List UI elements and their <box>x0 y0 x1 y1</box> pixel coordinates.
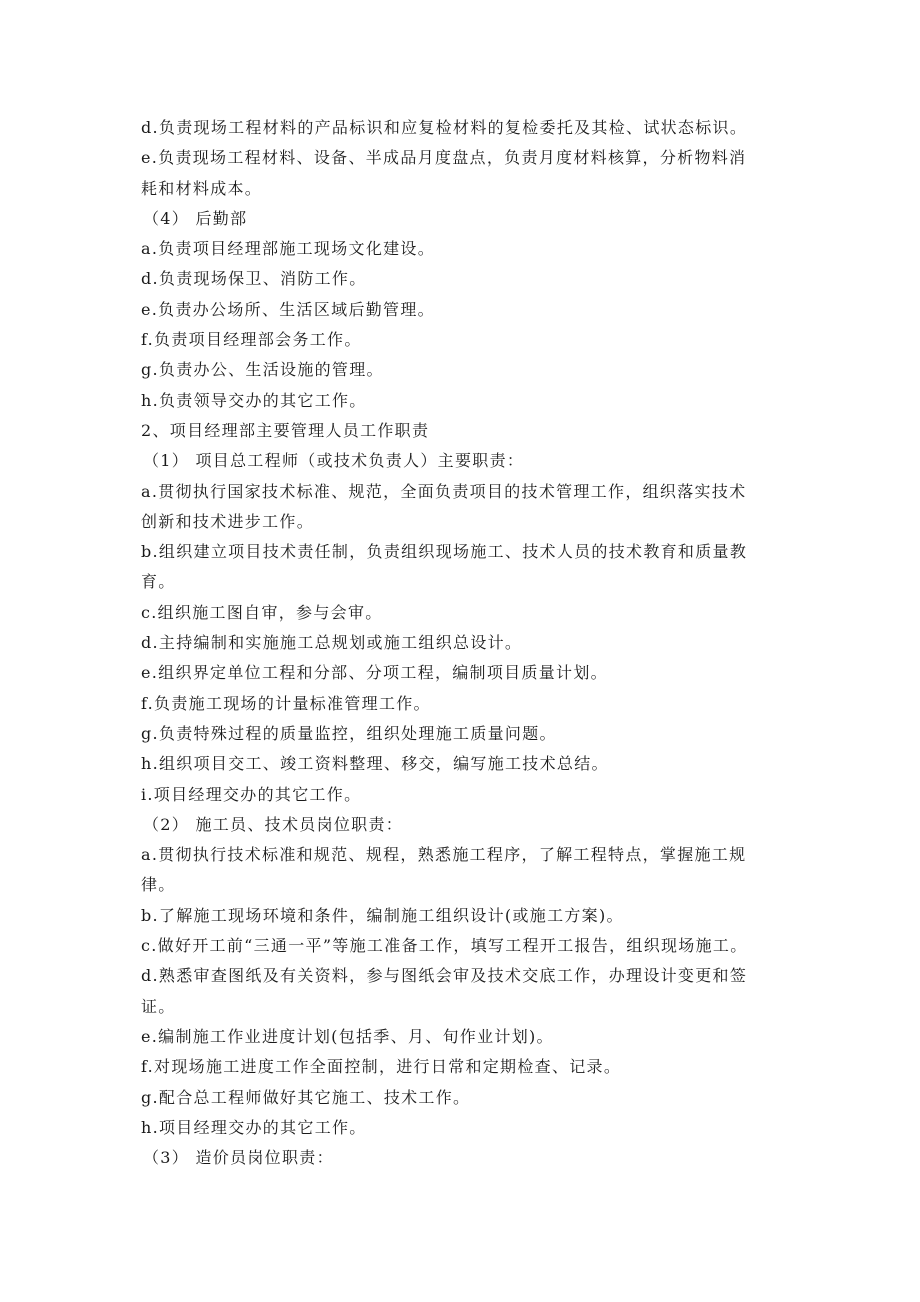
text-line: g.负责特殊过程的质量监控，组织处理施工质量问题。 <box>141 723 557 743</box>
section-heading: （4） 后勤部 <box>143 208 248 228</box>
text-line: 育。 <box>141 572 176 592</box>
text-line: e.组织界定单位工程和分部、分项工程，编制项目质量计划。 <box>141 663 608 683</box>
text-line: d.负责现场保卫、消防工作。 <box>141 269 367 289</box>
text-line: 律。 <box>141 875 176 895</box>
section-heading: （1） 项目总工程师（或技术负责人）主要职责： <box>143 451 525 471</box>
text-line: f.对现场施工进度工作全面控制，进行日常和定期检查、记录。 <box>141 1057 622 1077</box>
text-line: g.负责办公、生活设施的管理。 <box>141 360 384 380</box>
text-line: h.负责领导交办的其它工作。 <box>141 390 367 410</box>
text-line: i.项目经理交办的其它工作。 <box>141 784 362 804</box>
text-line: b.了解施工现场环境和条件，编制施工组织设计(或施工方案)。 <box>141 905 624 925</box>
text-line: a.贯彻执行国家技术标准、规范，全面负责项目的技术管理工作，组织落实技术 <box>141 481 747 501</box>
text-line: c.组织施工图自审，参与会审。 <box>141 602 383 622</box>
text-line: h.组织项目交工、竣工资料整理、移交，编写施工技术总结。 <box>141 754 609 774</box>
text-line: h.项目经理交办的其它工作。 <box>141 1117 367 1137</box>
text-line: 证。 <box>141 996 176 1016</box>
text-line: c.做好开工前“三通一平”等施工准备工作，填写工程开工报告，组织现场施工。 <box>141 936 748 956</box>
text-line: e.负责现场工程材料、设备、半成品月度盘点，负责月度材料核算，分析物料消 <box>141 148 747 168</box>
text-line: f.负责施工现场的计量标准管理工作。 <box>141 693 431 713</box>
text-line: 创新和技术进步工作。 <box>141 511 315 531</box>
text-line: d.主持编制和实施施工总规划或施工组织总设计。 <box>141 633 523 653</box>
text-line: b.组织建立项目技术责任制，负责组织现场施工、技术人员的技术教育和质量教 <box>141 542 748 562</box>
text-line: d.熟悉审查图纸及有关资料，参与图纸会审及技术交底工作，办理设计变更和签 <box>141 966 748 986</box>
text-line: e.负责办公场所、生活区域后勤管理。 <box>141 299 435 319</box>
text-line: a.贯彻执行技术标准和规范、规程，熟悉施工程序，了解工程特点，掌握施工规 <box>141 845 747 865</box>
text-line: a.负责项目经理部施工现场文化建设。 <box>141 239 436 259</box>
text-line: 耗和材料成本。 <box>141 178 263 198</box>
text-line: f.负责项目经理部会务工作。 <box>141 330 362 350</box>
section-heading: （2） 施工员、技术员岗位职责： <box>143 814 404 834</box>
text-line: d.负责现场工程材料的产品标识和应复检材料的复检委托及其检、试状态标识。 <box>141 118 748 137</box>
document-body <box>141 113 791 1173</box>
text-line: e.编制施工作业进度计划(包括季、月、旬作业计划)。 <box>141 1026 554 1046</box>
section-heading: 2、项目经理部主要管理人员工作职责 <box>141 420 430 440</box>
section-heading: （3） 造价员岗位职责： <box>143 1148 334 1168</box>
text-line: g.配合总工程师做好其它施工、技术工作。 <box>141 1087 471 1107</box>
